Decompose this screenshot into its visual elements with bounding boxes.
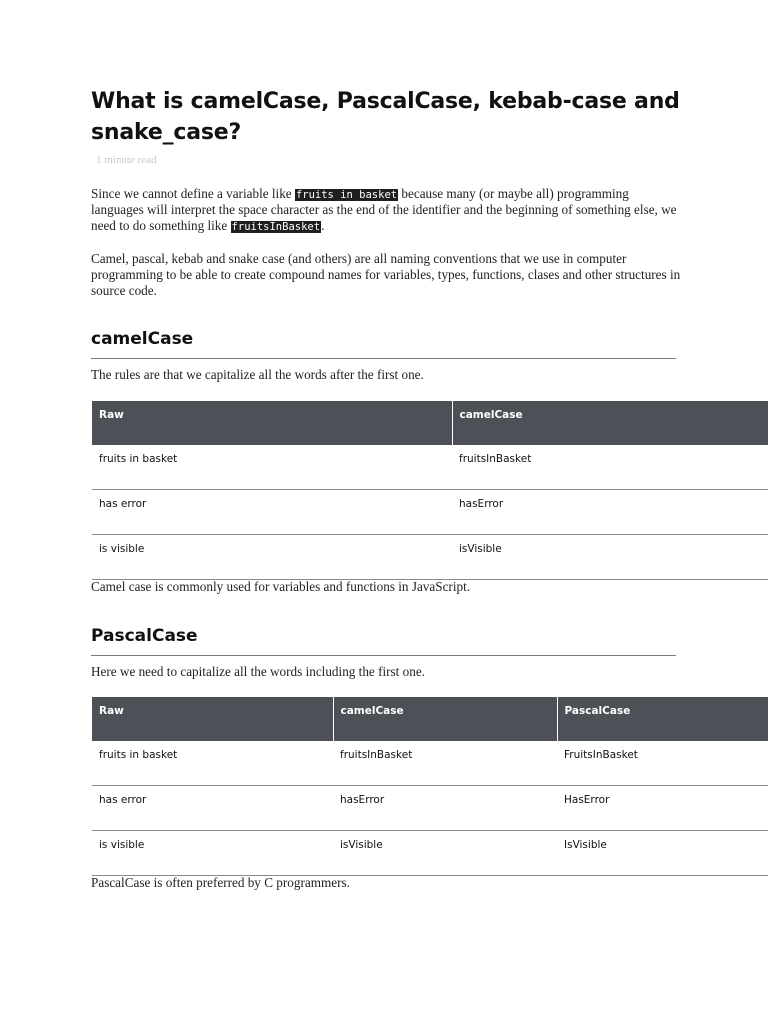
inline-code-fruitsinbasket: fruitsInBasket bbox=[231, 221, 321, 233]
column-header-camelcase: camelCase bbox=[333, 697, 557, 741]
table-cell: is visible bbox=[92, 534, 452, 579]
intro-text-3: . bbox=[321, 218, 325, 233]
read-time: 1 minute read bbox=[96, 154, 157, 166]
table-row bbox=[92, 741, 768, 786]
intro-text-2: because many (or maybe all) programming languages will interpret the space character as the end of the identifier and the beginning of something else, we need to do something like bbox=[91, 186, 677, 233]
table-cell: fruits in basket bbox=[92, 741, 333, 786]
column-header-camelcase: camelCase bbox=[452, 401, 768, 445]
column-header-raw: Raw bbox=[92, 697, 333, 741]
table-cell: HasError bbox=[557, 786, 768, 831]
page-title: What is camelCase, PascalCase, kebab-case and snake_case? bbox=[91, 89, 680, 145]
table-cell: is visible bbox=[92, 830, 333, 875]
table-cell: has error bbox=[92, 786, 333, 831]
pascalcase-table bbox=[92, 697, 768, 876]
table-cell: hasError bbox=[452, 490, 768, 535]
intro-paragraph bbox=[91, 186, 681, 234]
camelcase-table bbox=[92, 401, 768, 580]
pascalcase-heading: PascalCase bbox=[91, 626, 198, 646]
pascalcase-heading-rule bbox=[91, 655, 676, 656]
camelcase-heading-rule bbox=[91, 358, 676, 359]
table-cell: fruitsInBasket bbox=[333, 741, 557, 786]
table-row bbox=[92, 490, 768, 535]
camelcase-description: The rules are that we capitalize all the words after the first one. bbox=[91, 367, 424, 382]
table-header-row bbox=[92, 401, 768, 445]
column-header-pascalcase: PascalCase bbox=[557, 697, 768, 741]
camelcase-footer: Camel case is commonly used for variables and functions in JavaScript. bbox=[91, 579, 471, 594]
table-row bbox=[92, 445, 768, 490]
camelcase-heading: camelCase bbox=[91, 329, 194, 349]
intro-text-1: Since we cannot define a variable like bbox=[91, 186, 295, 201]
table-cell: isVisible bbox=[333, 830, 557, 875]
table-header-row bbox=[92, 697, 768, 741]
naming-conventions-paragraph: Camel, pascal, kebab and snake case (and others) are all naming conventions that we use in computer programming to be able to create compound names for variables, types, functions, clases and other structures in source code. bbox=[91, 251, 681, 298]
pascalcase-description: Here we need to capitalize all the words including the first one. bbox=[91, 664, 425, 679]
table-cell: FruitsInBasket bbox=[557, 741, 768, 786]
table-cell: hasError bbox=[333, 786, 557, 831]
column-header-raw: Raw bbox=[92, 401, 452, 445]
pascalcase-footer: PascalCase is often preferred by C programmers. bbox=[91, 875, 350, 890]
table-row bbox=[92, 534, 768, 579]
table-row bbox=[92, 830, 768, 875]
table-cell: fruits in basket bbox=[92, 445, 452, 490]
table-row bbox=[92, 786, 768, 831]
table-cell: fruitsInBasket bbox=[452, 445, 768, 490]
table-cell: isVisible bbox=[452, 534, 768, 579]
table-cell: has error bbox=[92, 490, 452, 535]
inline-code-fruits-in-basket: fruits in basket bbox=[295, 189, 398, 201]
table-cell: IsVisible bbox=[557, 830, 768, 875]
